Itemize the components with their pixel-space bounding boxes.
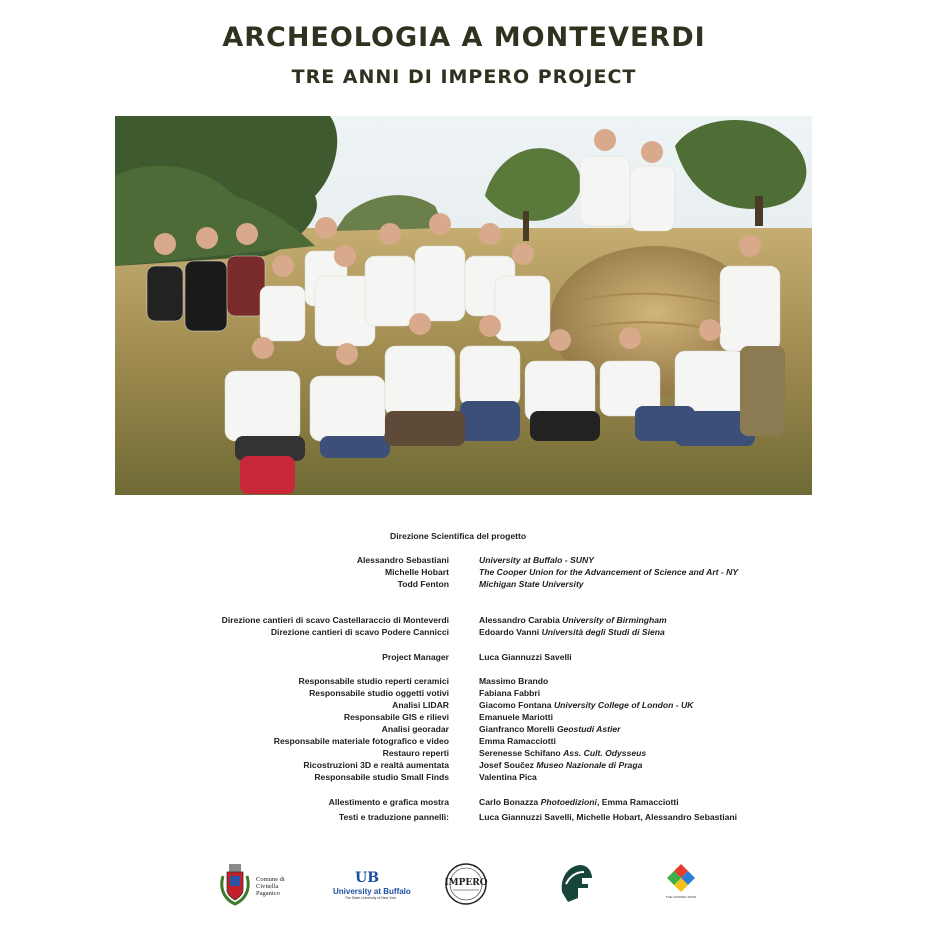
team-role: Analisi georadar: [381, 724, 449, 734]
texts-role: Testi e traduzione pannelli:: [338, 812, 449, 822]
michigan-state-logo: [558, 862, 594, 906]
director-name: Todd Fenton: [397, 579, 449, 589]
exhibition-affiliation: Photoedizioni: [540, 797, 597, 807]
manager-name: Luca Giannuzzi Savelli: [479, 652, 572, 662]
site-affiliation: Università degli Studi di Siena: [541, 627, 665, 637]
texts-row: [0, 811, 928, 823]
page-subtitle: TRE ANNI DI IMPERO PROJECT: [291, 66, 637, 88]
director-name: Michelle Hobart: [385, 567, 449, 577]
impero-project-logo: [443, 862, 489, 906]
civitella-coat-of-arms-icon: [218, 862, 252, 906]
team-name: Emma Ramacciotti: [479, 736, 556, 746]
director-affiliation: Michigan State University: [479, 579, 584, 589]
director-row: [0, 554, 928, 566]
team-row: [0, 735, 928, 747]
team-name: Fabiana Fabbri: [479, 688, 541, 698]
team-row: [0, 699, 928, 711]
site-row: [0, 614, 928, 626]
team-name: Massimo Brando: [479, 676, 549, 686]
director-affiliation: The Cooper Union for the Advancement of Science and Art - NY: [479, 567, 739, 577]
team-role: Ricostruzioni 3D e realtà aumentata: [303, 760, 449, 770]
exhibition-name-second: , Emma Ramacciotti: [596, 797, 679, 807]
cooper-union-diamond-icon: [665, 862, 697, 894]
team-row: [0, 711, 928, 723]
team-role: Responsabile materiale fotografico e video: [273, 736, 449, 746]
team-name: Emanuele Mariotti: [479, 712, 554, 722]
exhibition-row: [0, 796, 928, 808]
team-row: [0, 687, 928, 699]
team-affiliation: Ass. Cult. Odysseus: [563, 748, 647, 758]
team-row: [0, 771, 928, 783]
director-row: [0, 578, 928, 590]
team-name: Serenesse Schifano: [479, 748, 561, 758]
group-photo: [115, 116, 812, 495]
site-director-name: Alessandro Carabia: [479, 615, 560, 625]
team-role: Responsabile studio oggetti votivi: [309, 688, 449, 698]
team-name: Josef Součez: [479, 760, 534, 770]
director-name: Alessandro Sebastiani: [356, 555, 449, 565]
civitella-logo-text: Comune di Civitella Paganico: [256, 876, 285, 897]
team-role: Responsabile GIS e rilievi: [343, 712, 449, 722]
team-affiliation: Museo Nazionale di Praga: [536, 760, 643, 770]
team-role: Analisi LIDAR: [392, 700, 449, 710]
exhibition-role: Allestimento e grafica mostra: [328, 797, 449, 807]
manager-role: Project Manager: [382, 652, 449, 662]
team-name: Valentina Pica: [479, 772, 537, 782]
buffalo-logo-name: University at Buffalo: [333, 887, 411, 896]
director-affiliation: University at Buffalo - SUNY: [479, 555, 594, 565]
team-name: Gianfranco Morelli: [479, 724, 555, 734]
site-affiliation: University of Birmingham: [562, 615, 667, 625]
team-row: [0, 723, 928, 735]
page-title: ARCHEOLOGIA A MONTEVERDI: [222, 22, 706, 53]
exhibition-name: Carlo Bonazza: [479, 797, 539, 807]
cooper-union-logo: [665, 862, 697, 906]
team-role: Responsabile studio reperti ceramici: [298, 676, 449, 686]
manager-row: [0, 651, 928, 663]
site-role: Direzione cantieri di scavo Castellaraccio di Monteverdi: [221, 615, 449, 625]
site-director-name: Edoardo Vanni: [479, 627, 540, 637]
team-role: Responsabile studio Small Finds: [314, 772, 449, 782]
credits-heading: Direzione Scientifica del progetto: [390, 531, 527, 541]
team-row: [0, 747, 928, 759]
site-role: Direzione cantieri di scavo Podere Cannicci: [270, 627, 449, 637]
buffalo-logo-subtitle: The State University of New York: [344, 896, 397, 900]
team-row: [0, 675, 928, 687]
buffalo-mark-icon: UB: [355, 870, 380, 886]
impero-logo-text: IMPERO: [444, 878, 488, 888]
credits-heading-row: [0, 530, 928, 542]
team-row: [0, 759, 928, 771]
team-name: Giacomo Fontana: [479, 700, 554, 710]
university-at-buffalo-logo: [333, 862, 411, 906]
director-row: [0, 566, 928, 578]
team-affiliation: Geostudi Astier: [556, 724, 621, 734]
civitella-paganico-logo: [218, 862, 288, 906]
site-row: [0, 626, 928, 638]
team-affiliation: University College of London - UK: [553, 700, 694, 710]
cooper-union-logo-text: THE COOPER UNION: [665, 895, 697, 899]
texts-names: Luca Giannuzzi Savelli, Michelle Hobart, Alessandro Sebastiani: [479, 812, 738, 822]
team-role: Restauro reperti: [382, 748, 449, 758]
spartan-helmet-icon: [558, 862, 594, 904]
